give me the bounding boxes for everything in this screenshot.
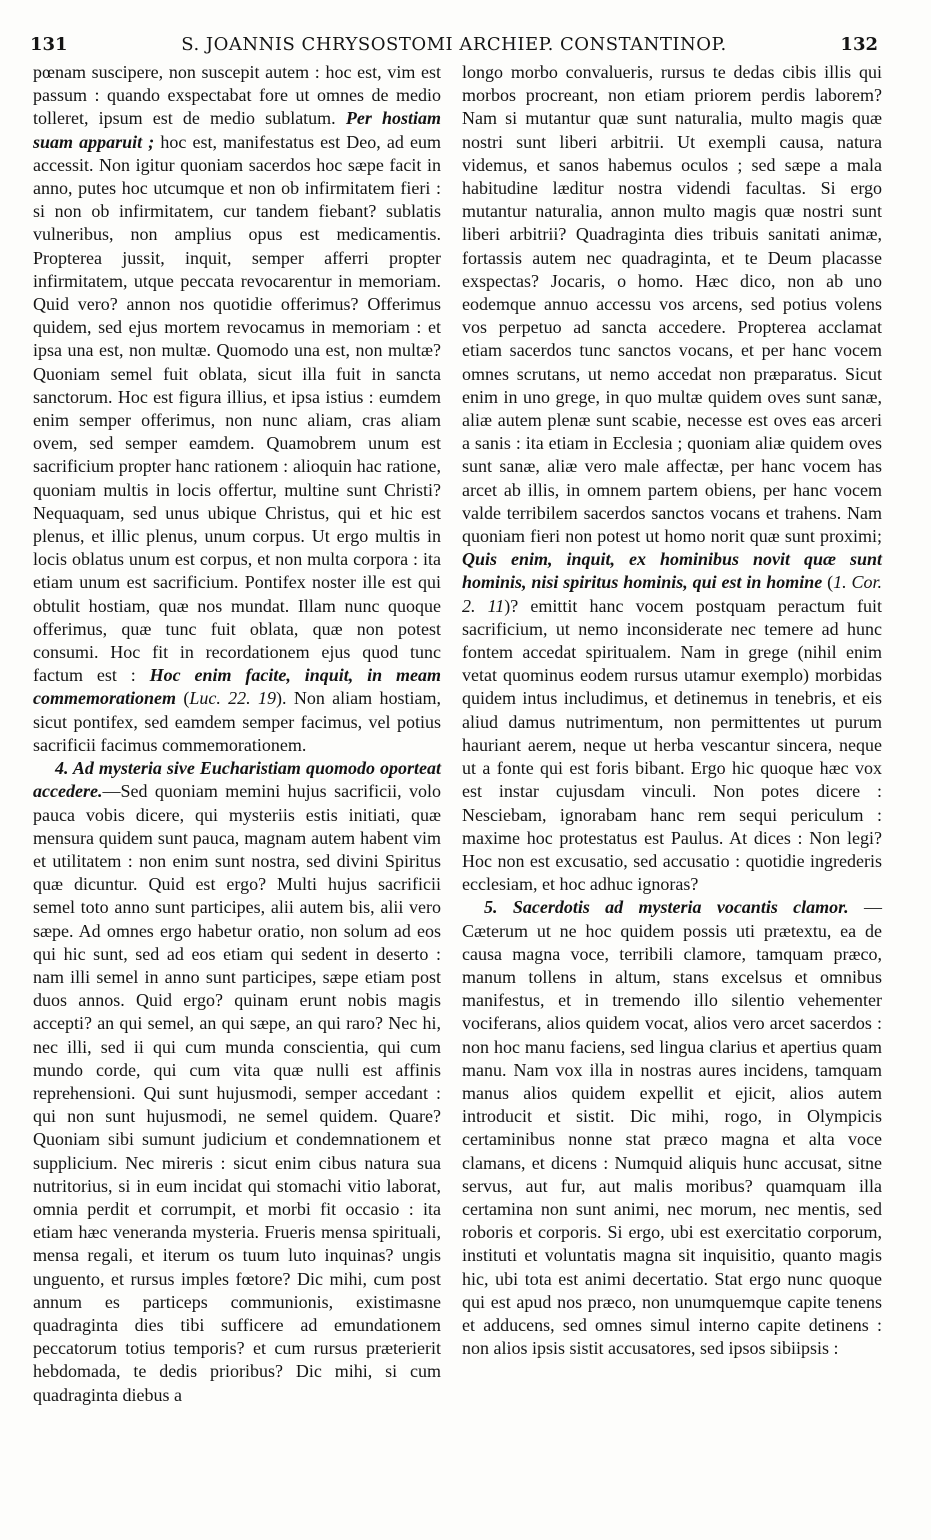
page-number-left: 131 bbox=[30, 34, 68, 55]
right-column bbox=[462, 61, 882, 1360]
left-paragraph-2 bbox=[33, 757, 441, 1407]
text-run: ( bbox=[822, 572, 834, 593]
section-heading: 5. Sacerdotis ad mysteria vocantis clamor. bbox=[484, 897, 849, 918]
text-run: hoc est, manifestatus est Deo, ad eum accessit. Non igitur quoniam sacerdos hoc sæpe facit in anno, putes hoc utcumque et non ob infirmitatem fieri : si non ob infirmitatem, cur tandem fiebant? sublatis vulneribus, non amplius opus est medicamentis. Propterea jussit, inquit, semper afferri propter infirmitatem, utque peccata revocarentur in memoriam. Quid vero? annon nos quotidie offerimus? Offerimus quidem, sed ejus mortem revocamus in memoriam : et ipsa una est, non multæ. Quomodo una est, non multæ? Quoniam semel fuit oblata, sicut illa fuit in sancta sanctorum. Hoc est figura illius, et ipsa istius : eumdem enim semper offerimus, non nunc aliam, cras aliam ovem, sed semper eamdem. Quamobrem unum est sacrificium propter hanc rationem : alioquin hac ratione, quoniam multis in locis offertur, multine sunt Christi? Nequaquam, sed unus ubique Christus, qui et hic est plenus, et illic plenus, unum corpus. Ut ergo multis in locis oblatus unum est corpus, et non multa corpora : ita etiam unum est sacrificium. Pontifex noster ille est qui obtulit hostiam, quæ nos mundat. Illam nunc quoque offerimus, quæ tunc fuit oblata, quæ non potest consumi. Hoc fit in recordationem ejus quod tunc factum est : bbox=[33, 131, 441, 686]
text-run: ( bbox=[176, 688, 190, 709]
left-column bbox=[33, 61, 441, 1407]
text-run: —Cæterum ut ne hoc quidem possis uti prætextu, ea de causa magna voce, terribili clamore, tamquam præco, manum tollens in altum, stans excelsus et omnibus manifestus, et in tremendo illo silentio vehementer vociferans, alios quidem vocat, alios vero arcet sacerdos : non hoc manu faciens, sed lingua clarius et apertius quam manu. Nam vox illa in nostras aures incidens, tamquam manus alios quidem expellit et ejicit, alios autem introducit et sistit. Dic mihi, rogo, in Olympicis certaminibus nonne stat præco magna et alta voce clamans, et dicens : Numquid aliquis hunc accusat, sitne servus, aut fur, aut malis moribus? quamquam illa certamina non sunt animi, nec morum, nec mentis, sed roboris et corporis. Si ergo, ubi est exercitatio corporum, instituti et voluntatis magna sit inquisitio, quanto magis hic, ubi tota est animi decertatio. Stat ergo nunc quoque qui est apud nos præco, non unumquemque capite tenens et adducens, sed omnes simul interno capite detinens : non alios ipsis sistit accusatores, sed ipsos sibiipsis : bbox=[462, 897, 883, 1359]
scripture-reference: Luc. 22. 19 bbox=[189, 688, 277, 709]
page-number-right: 132 bbox=[840, 34, 878, 55]
scripture-reference: 1. Cor. 2. 11 bbox=[462, 572, 883, 616]
text-run: ). Non aliam hostiam, sicut pontifex, sed eamdem semper facimus, vel potius sacrificii facimus commemorationem. bbox=[33, 688, 441, 755]
text-run: —Sed quoniam memini hujus sacrificii, volo pauca vobis dicere, qui mysteriis estis initiati, quæ mensura quidem sunt pauca, magnam autem habent vim et utilitatem : non enim sunt nostra, sed divini Spiritus quæ dicuntur. Quid est ergo? Multi hujus sacrificii semel toto anno sunt participes, alii autem bis, alii vero sæpe. Ad omnes ergo habetur oratio, non solum ad eos qui hic sunt, sed ad eos etiam qui sedent in deserto : nam illi semel in anno sunt participes, sæpe etiam post duos annos. Quid ergo? quinam erunt nobis magis accepti? an qui semel, an qui sæpe, an qui raro? Nec hi, nec illi, sed ii qui cum munda conscientia, qui cum mundo corde, qui cum vita quæ nulli est affinis reprehensioni. Qui sunt hujusmodi, semper accedant : qui non sunt hujusmodi, ne semel quidem. Quare? Quoniam sibi sumunt judicium et condemnationem et supplicium. Nec mireris : sicut enim cibus natura sua nutritorius, si in eum incidat qui stomachi vitio laborat, omnia perdit et corrumpit, et morbi fit occasio : ita etiam hæc veneranda mysteria. Frueris mensa spirituali, mensa regali, et iterum os tuum luto inquinas? ungis unguento, et rursus imples fœtore? Dic mihi, cum post annum es particeps communionis, existimasne quadraginta dies tibi sufficere ad emundationem peccatorum totius temporis? et cum rursus præterierit hebdomada, te dedis prioribus? Dic mihi, si cum quadraginta diebus a bbox=[33, 781, 441, 1405]
text-run: longo morbo convalueris, rursus te dedas cibis illis qui morbos procreant, non etiam priorem perdis laborem? Nam si mutantur quæ sunt naturalia, multo magis quæ nostri sunt liberi arbitrii. Ut exempli causa, natura videmus, et sanos habemus oculos ; sed sæpe a mala habitudine læditur nostra videndi facultas. Si ergo mutantur naturalia, annon multo magis quæ nostri sunt liberi arbitrii? Quadraginta dies tribuis sanitati animæ, fortassis autem nec quadraginta, et te Deum placasse exspectas? Jocaris, o homo. Hæc dico, non ab uno eodemque annuo accessu vos arcens, sed potius volens vos perpetuo ad sancta accedere. Propterea acclamat etiam sacerdos tunc sanctos vocans, et per hanc vocem omnes scrutans, ut nemo accedat non præparatus. Sicut enim in uno grege, in quo multæ quidem oves sunt sanæ, aliæ autem plenæ sunt scabie, necesse est oves eas arceri a sanis : ita etiam in Ecclesia ; quoniam aliæ quidem oves sunt sanæ, aliæ vero male affectæ, per hanc vocem has arcet ab illis, in omnem partem obiens, per hanc vocem valde terribilem sacerdos sanctos vocans et trahens. Nam quoniam fieri non potest ut homo norit quæ sunt proximi; bbox=[462, 62, 882, 547]
scripture-quote: Hoc enim facite, inquit, in meam commemorationem bbox=[33, 665, 441, 709]
scripture-quote: Per hostiam suam apparuit ; bbox=[33, 108, 441, 152]
text-run: )? emittit hanc vocem postquam peractum fuit sacrificium, ut nemo inconsiderate nec temere ad hunc fontem accedat spiritualem. Nam in grege (nihil enim vetat quominus eodem rursus utamur exemplo) morbidas quidem intus includimus, et detinemus in tenebris, et eis aliud damus nutrimentum, non permittentes ut purum hauriant aerem, neque ut herba vescantur sincera, neque ut a fonte qui est foris bibant. Ergo hic quoque hæc vox est instar cujusdam vinculi. Non potes dicere : Nesciebam, ignorabam hanc rem sequi periculum : maxime hoc protestatus est Paulus. At dices : Non legi? Hoc non est excusatio, sed accusatio : quotidie ingrederis ecclesiam, et hoc adhuc ignoras? bbox=[462, 595, 882, 895]
right-paragraph-1 bbox=[462, 61, 882, 896]
running-title: S. JOANNIS CHRYSOSTOMI ARCHIEP. CONSTANTINOP. bbox=[181, 34, 727, 55]
section-heading: 4. Ad mysteria sive Eucharistiam quomodo oporteat accedere. bbox=[33, 758, 441, 802]
scripture-quote: Quis enim, inquit, ex hominibus novit quæ sunt hominis, nisi spiritus hominis, qui est in homine bbox=[462, 549, 882, 593]
right-paragraph-2 bbox=[462, 896, 882, 1360]
left-paragraph-1 bbox=[33, 61, 441, 757]
text-run: pœnam suscipere, non suscepit autem : hoc est, vim est passum : quando exspectabat fore ut omnes de medio tolleret, ipsum est de medio sublatum. bbox=[33, 62, 441, 129]
running-header bbox=[30, 34, 878, 56]
